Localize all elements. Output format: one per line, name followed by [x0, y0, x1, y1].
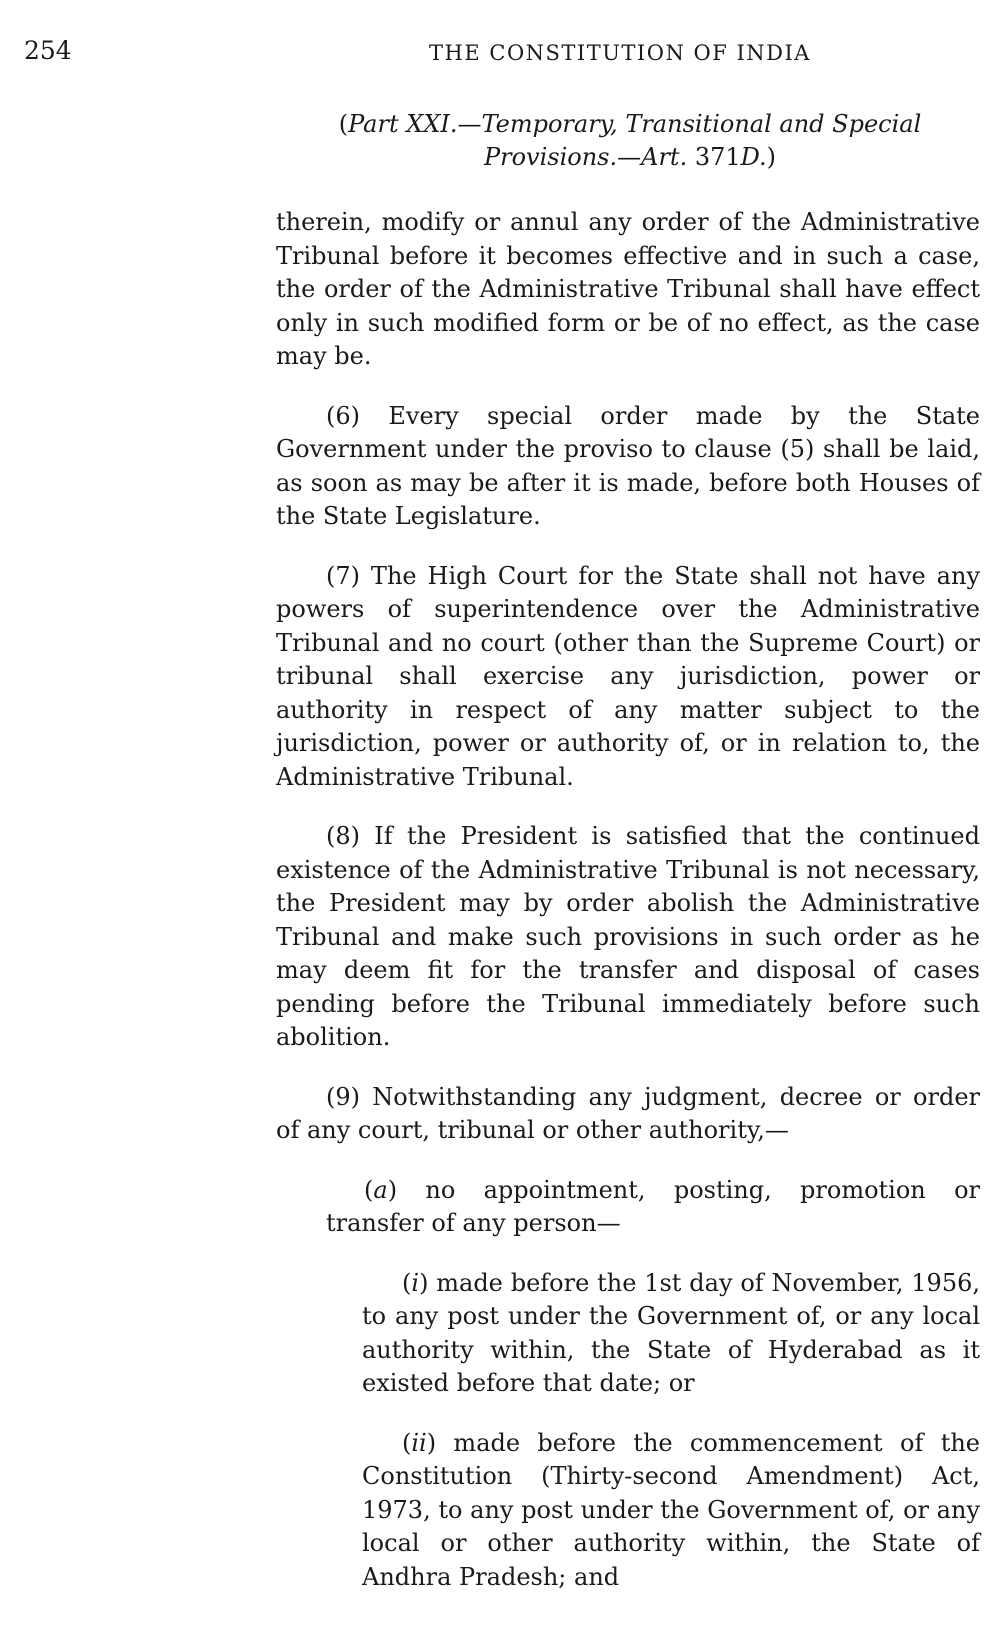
sub-clause-ii-text: made before the commencement of the Constitution (Thirty-second Amendment) Act, 1973, to any post under the Government of, or any local or other authority within, the State of Andhra Pradesh; and [362, 1428, 980, 1591]
sub-clause-i-label: i [411, 1268, 420, 1297]
part-heading-close: ) [766, 143, 777, 171]
sub-clause-i-text: made before the 1st day of November, 1956, to any post under the Government of, or any local authority within, the State of Hyderabad as it existed before that date; or [362, 1268, 980, 1397]
body-text [276, 206, 980, 1620]
part-heading-open: ( [338, 110, 349, 138]
paragraph-clause-6: (6) Every special order made by the State Government under the proviso to clause (5) shall be laid, as soon as may be after it is made, before both Houses of the State Legislature. [276, 401, 980, 530]
sub-clause-a-close: ) [387, 1175, 398, 1204]
part-heading-article-suffix: D. [740, 143, 767, 171]
paragraph-sub-clause-i [362, 1267, 980, 1401]
sub-clause-i-close: ) [419, 1268, 429, 1297]
paragraph-sub-clause-ii [362, 1427, 980, 1595]
part-heading-article-number: 371 [694, 143, 741, 171]
paragraph-continuation: therein, modify or annul any order of the Administrative Tribunal before it becomes effective and in such a case, the order of the Administrative Tribunal shall have effect only in such modified form or be of no effect, as the case may be. [276, 208, 980, 370]
sub-clause-ii-label: ii [411, 1428, 427, 1457]
paragraph-clause-7: (7) The High Court for the State shall not have any powers of superintendence over the Administrative Tribunal and no court (other than the Supreme Court) or tribunal shall exercise any jurisdiction, power or authority in respect of any matter subject to the jurisdiction, power or authority of, or in relation to, the Administrative Tribunal. [276, 561, 980, 791]
sub-clause-a-open: ( [364, 1175, 374, 1204]
paragraph-clause-9: (9) Notwithstanding any judgment, decree or order of any court, tribunal or other authority,— [276, 1082, 980, 1144]
sub-clause-ii-close: ) [426, 1428, 437, 1457]
part-heading [300, 108, 960, 174]
paragraph-clause-8: (8) If the President is satisfied that the continued existence of the Administrative Tribunal is not necessary, the President may by order abolish the Administrative Tribunal and make such provisions in such order as he may deem fit for the transfer and disposal of cases pending before the Tribunal immediately before such abolition. [276, 822, 980, 1051]
running-title: THE CONSTITUTION OF INDIA [429, 41, 811, 65]
sub-clause-a-text: no appointment, posting, promotion or transfer of any person— [326, 1175, 980, 1237]
sub-clause-i-open: ( [402, 1268, 412, 1297]
part-heading-text: Part XXI.—Temporary, Transitional and Special Provisions.—Art. [348, 110, 922, 171]
sub-clause-a-label: a [373, 1175, 388, 1204]
paragraph-sub-clause-a [326, 1174, 980, 1241]
page-number: 254 [24, 36, 72, 65]
sub-clause-ii-open: ( [402, 1428, 412, 1457]
